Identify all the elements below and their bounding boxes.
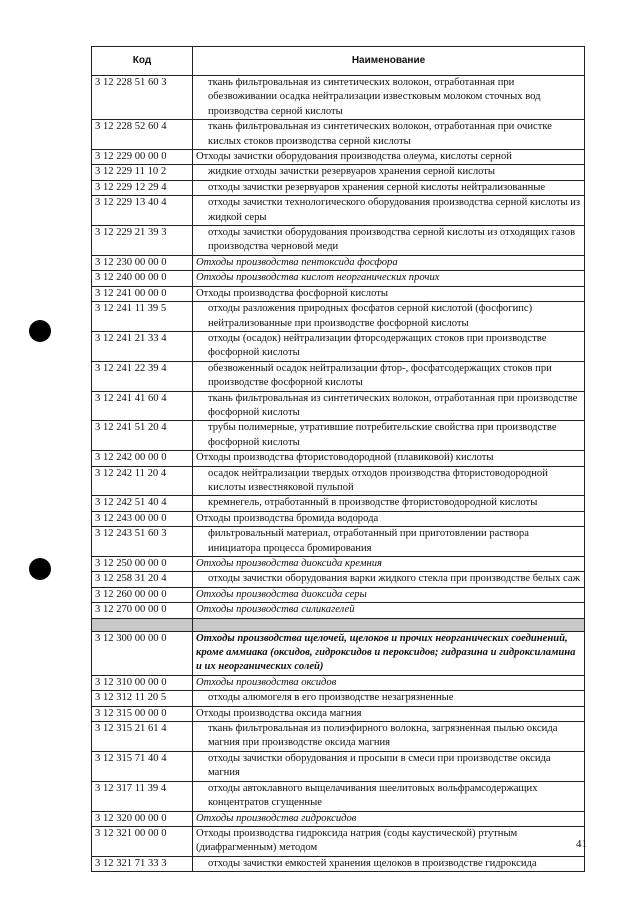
- row-name-cell: [193, 811, 585, 826]
- row-code: [92, 618, 193, 631]
- row-code: 3 12 242 11 20 4: [92, 466, 193, 496]
- row-code: 3 12 229 00 00 0: [92, 150, 193, 165]
- row-name-cell: [193, 120, 585, 150]
- row-code: 3 12 312 11 20 5: [92, 691, 193, 706]
- row-name: жидкие отходы зачистки резервуаров хранения серной кислоты: [208, 166, 496, 178]
- row-name-cell: [193, 527, 585, 557]
- row-name: отходы зачистки технологического оборудования производства серной кислоты из жидкой серы: [208, 197, 581, 223]
- table-row: [92, 722, 585, 752]
- row-name: Отходы производства пентоксида фосфора: [196, 256, 398, 268]
- table-row: [92, 196, 585, 226]
- table-row: [92, 466, 585, 496]
- table-row: [92, 751, 585, 781]
- row-name: Отходы производства диоксида кремния: [196, 558, 382, 569]
- table-row: [92, 255, 585, 270]
- row-name-cell: [193, 722, 585, 752]
- row-code: 3 12 241 00 00 0: [92, 286, 193, 301]
- row-code: 3 12 321 00 00 0: [92, 826, 193, 856]
- row-name-cell: [193, 302, 585, 332]
- table-row: [92, 331, 585, 361]
- row-name: кремнегель, отработанный в производстве фтористоводородной кислоты: [208, 497, 538, 509]
- row-code: 3 12 241 51 20 4: [92, 421, 193, 451]
- row-name-cell: [193, 391, 585, 421]
- row-name: Отходы производства фтористоводородной (плавиковой) кислоты: [196, 452, 494, 464]
- row-name-cell: [193, 150, 585, 165]
- row-code: 3 12 260 00 00 0: [92, 587, 193, 602]
- row-name: Отходы производства силикагелей: [196, 604, 355, 616]
- row-name-cell: [193, 856, 585, 871]
- row-name-cell: [193, 165, 585, 180]
- table-row: [92, 361, 585, 391]
- table-header-row: [92, 47, 585, 76]
- row-name: ткань фильтровальная из синтетических волокон, отработанная при обезвоживании осадка нейтрализации известковым молоком сточных вод производства серной кислоты: [208, 77, 541, 117]
- row-code: 3 12 317 11 39 4: [92, 781, 193, 811]
- row-name-cell: [193, 826, 585, 856]
- row-code: 3 12 310 00 00 0: [92, 675, 193, 690]
- row-code: 3 12 229 21 39 3: [92, 226, 193, 256]
- row-code: 3 12 270 00 00 0: [92, 603, 193, 618]
- table-row: [92, 302, 585, 332]
- row-code: 3 12 241 11 39 5: [92, 302, 193, 332]
- row-code: 3 12 229 12 29 4: [92, 180, 193, 195]
- row-code: 3 12 315 00 00 0: [92, 706, 193, 721]
- row-code: 3 12 229 13 40 4: [92, 196, 193, 226]
- row-name: отходы зачистки оборудования варки жидкого стекла при производстве белых саж: [208, 573, 580, 585]
- row-code: 3 12 243 00 00 0: [92, 511, 193, 526]
- section-divider-row: [92, 618, 585, 631]
- table-body: [92, 76, 585, 872]
- table-row: [92, 180, 585, 195]
- table-row: [92, 165, 585, 180]
- table-row: [92, 511, 585, 526]
- row-name-cell: [193, 675, 585, 690]
- table-row: [92, 706, 585, 721]
- table-row: [92, 226, 585, 256]
- row-code: 3 12 300 00 00 0: [92, 631, 193, 675]
- row-code: 3 12 315 71 40 4: [92, 751, 193, 781]
- row-name-cell: [193, 691, 585, 706]
- row-name-cell: [193, 286, 585, 301]
- row-name: трубы полимерные, утратившие потребительские свойства при производстве фосфорной кислоты: [208, 422, 557, 448]
- table-row: [92, 421, 585, 451]
- row-name: Отходы производства фосфорной кислоты: [196, 287, 389, 299]
- table-row: [92, 856, 585, 871]
- row-name-cell: [193, 496, 585, 511]
- row-name: Отходы производства щелочей, щелоков и прочих неорганических соединений, кроме аммиака (оксидов, гидроксидов и пероксидов; гидразина и гидроксиламина и их неорганических солей): [196, 632, 576, 673]
- row-code: 3 12 250 00 00 0: [92, 557, 193, 572]
- row-code: 3 12 240 00 00 0: [92, 271, 193, 286]
- table-row: [92, 603, 585, 618]
- row-name-cell: [193, 557, 585, 572]
- row-name: Отходы производства гидроксида натрия (соды каустической) ртутным (диафрагменным) методом: [196, 827, 518, 854]
- table-row: [92, 527, 585, 557]
- row-code: 3 12 320 00 00 0: [92, 811, 193, 826]
- waste-classifier-table: [91, 46, 585, 872]
- table-row: [92, 120, 585, 150]
- row-name: отходы автоклавного выщелачивания шеелитовых вольфрамсодержащих концентратов сгущенные: [208, 782, 538, 809]
- row-name: Отходы производства оксидов: [196, 676, 337, 688]
- row-name: отходы зачистки оборудования производства серной кислоты из отходящих газов производства черновой меди: [208, 227, 576, 253]
- row-name: Отходы производства гидроксидов: [196, 812, 357, 824]
- row-code: 3 12 242 00 00 0: [92, 451, 193, 466]
- row-code: 3 12 258 31 20 4: [92, 572, 193, 587]
- row-name-cell: [193, 511, 585, 526]
- table-row: [92, 76, 585, 120]
- row-name-cell: [193, 180, 585, 195]
- row-name-cell: [193, 603, 585, 618]
- table-row: [92, 781, 585, 811]
- row-name: фильтровальный материал, отработанный при приготовлении раствора инициатора процесса бромирования: [208, 528, 529, 554]
- row-name: Отходы производства диоксида серы: [196, 588, 367, 600]
- punch-hole-top: [29, 320, 51, 342]
- column-header-code: Код: [92, 47, 193, 76]
- row-name: ткань фильтровальная из синтетических волокон, отработанная при производстве фосфорной кислоты: [208, 392, 578, 418]
- row-name: отходы алюмогеля в его производстве незагрязненные: [208, 692, 454, 704]
- row-name: обезвоженный осадок нейтрализации фтор-, фосфатсодержащих стоков при производстве фосфорной кислоты: [208, 362, 552, 389]
- table-row: [92, 557, 585, 572]
- row-name: отходы (осадок) нейтрализации фторсодержащих стоков при производстве фосфорной кислоты: [208, 332, 547, 359]
- table-row: [92, 391, 585, 421]
- row-name-cell: [193, 631, 585, 675]
- row-code: 3 12 243 51 60 3: [92, 527, 193, 557]
- table-row: [92, 451, 585, 466]
- row-name-cell: [193, 226, 585, 256]
- row-code: 3 12 242 51 40 4: [92, 496, 193, 511]
- row-name: отходы разложения природных фосфатов серной кислотой (фосфогипс) нейтрализованные при производстве фосфорной кислоты: [208, 303, 533, 329]
- row-name: Отходы зачистки оборудования производства олеума, кислоты серной: [196, 151, 512, 163]
- table-row: [92, 691, 585, 706]
- table-row: [92, 572, 585, 587]
- row-name: отходы зачистки резервуаров хранения серной кислоты нейтрализованные: [208, 181, 546, 193]
- table-row: [92, 587, 585, 602]
- table-row: [92, 150, 585, 165]
- row-name-cell: [193, 751, 585, 781]
- row-name-cell: [193, 196, 585, 226]
- row-name: отходы зачистки оборудования и просыпи в смеси при производстве оксида магния: [208, 752, 551, 779]
- table-row: [92, 286, 585, 301]
- row-name: ткань фильтровальная из синтетических волокон, отработанная при очистке кислых стоков производства серной кислоты: [208, 121, 552, 147]
- row-name: Отходы производства оксида магния: [196, 707, 362, 719]
- row-code: 3 12 228 51 60 3: [92, 76, 193, 120]
- table-row: [92, 271, 585, 286]
- row-code: 3 12 315 21 61 4: [92, 722, 193, 752]
- row-name-cell: [193, 255, 585, 270]
- row-name: Отходы производства кислот неорганических прочих: [196, 272, 440, 284]
- row-code: 3 12 241 21 33 4: [92, 331, 193, 361]
- row-name: Отходы производства бромида водорода: [196, 512, 379, 524]
- row-name-cell: [193, 706, 585, 721]
- row-name: осадок нейтрализации твердых отходов производства фтористоводородной кислоты известняковой пульпой: [208, 467, 548, 493]
- table-row: [92, 675, 585, 690]
- row-name-cell: [193, 76, 585, 120]
- table-row: [92, 826, 585, 856]
- row-name-cell: [193, 271, 585, 286]
- row-name-cell: [193, 331, 585, 361]
- table-row: [92, 631, 585, 675]
- row-name-cell: [193, 781, 585, 811]
- row-name-cell: [193, 618, 585, 631]
- row-code: 3 12 229 11 10 2: [92, 165, 193, 180]
- row-code: 3 12 321 71 33 3: [92, 856, 193, 871]
- row-code: 3 12 241 22 39 4: [92, 361, 193, 391]
- row-name: отходы зачистки емкостей хранения щелоков в производстве гидроксида: [208, 857, 537, 869]
- column-header-name: Наименование: [193, 47, 585, 76]
- table-row: [92, 496, 585, 511]
- row-name-cell: [193, 421, 585, 451]
- row-code: 3 12 228 52 60 4: [92, 120, 193, 150]
- row-name-cell: [193, 361, 585, 391]
- row-name-cell: [193, 466, 585, 496]
- punch-hole-bottom: [29, 558, 51, 580]
- row-name-cell: [193, 572, 585, 587]
- page-number: 41: [576, 838, 587, 850]
- row-name: ткань фильтровальная из полиэфирного волокна, загрязненная пылью оксида магния при производстве оксида магния: [208, 723, 558, 749]
- row-code: 3 12 230 00 00 0: [92, 255, 193, 270]
- row-code: 3 12 241 41 60 4: [92, 391, 193, 421]
- table-row: [92, 811, 585, 826]
- row-name-cell: [193, 587, 585, 602]
- row-name-cell: [193, 451, 585, 466]
